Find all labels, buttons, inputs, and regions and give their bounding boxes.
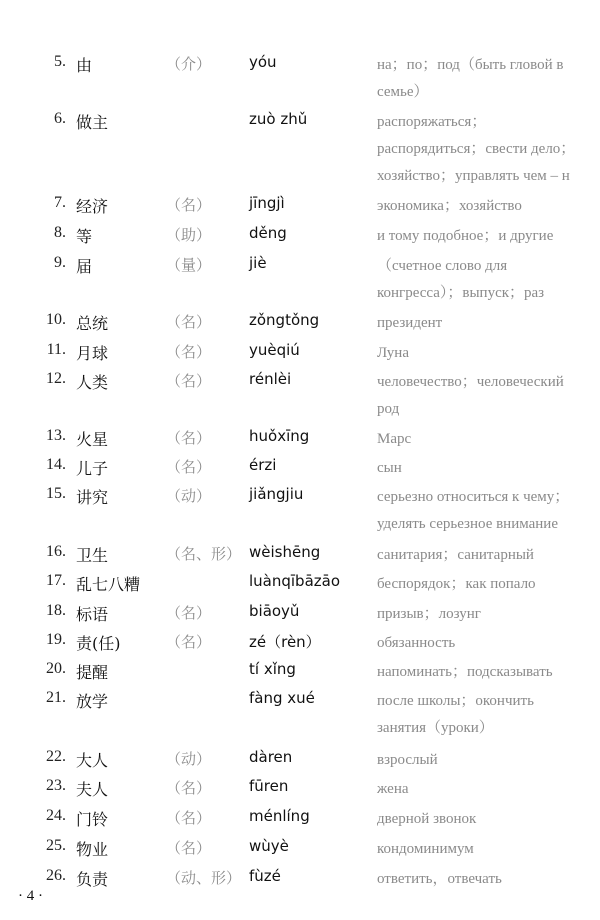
entry-part-of-speech: （动） — [166, 487, 212, 505]
entry-translation — [377, 455, 402, 482]
entry-word: 放学 — [76, 692, 109, 711]
entry-part-of-speech: （助） — [166, 226, 212, 244]
entry-pinyin: wèishēng — [249, 543, 321, 561]
entry-number: 20. — [46, 660, 66, 677]
translation-line: экономика；хозяйство — [377, 198, 522, 214]
entry-word: 总统 — [76, 314, 109, 333]
entry-translation — [377, 484, 569, 538]
entry-part-of-speech: （名） — [166, 372, 212, 390]
entry-part-of-speech: （名） — [166, 458, 212, 476]
entry-pinyin: jiè — [249, 254, 267, 272]
entry-pinyin: jiǎngjiu — [249, 485, 304, 503]
entry-number: 13. — [46, 427, 66, 444]
entry-pinyin: wùyè — [249, 837, 289, 855]
entry-pinyin: zǒngtǒng — [249, 311, 320, 329]
entry-part-of-speech: （名、形） — [166, 545, 242, 563]
entry-part-of-speech: （名） — [166, 429, 212, 447]
translation-line: президент — [377, 315, 443, 331]
entry-word: 届 — [76, 257, 93, 276]
translation-line: санитария；санитарный — [377, 547, 534, 563]
entry-number: 6. — [54, 110, 66, 127]
entry-translation — [377, 776, 409, 803]
entry-part-of-speech: （量） — [166, 256, 212, 274]
entry-part-of-speech: （介） — [166, 55, 212, 73]
entry-pinyin: yuèqiú — [249, 341, 300, 359]
entry-pinyin: fùzé — [249, 867, 281, 885]
entry-number: 5. — [54, 53, 66, 70]
translation-line: дверной звонок — [377, 811, 477, 827]
entry-number: 22. — [46, 748, 66, 765]
translation-line: семье） — [377, 84, 429, 100]
entry-word: 由 — [76, 56, 93, 75]
entry-pinyin: luànqībāzāo — [249, 572, 341, 590]
translation-line: на；по；под（быть гловой в — [377, 57, 564, 73]
entry-pinyin: jīngjì — [249, 194, 285, 212]
entry-pinyin: zé（rèn） — [249, 633, 321, 651]
entry-part-of-speech: （名） — [166, 313, 212, 331]
translation-line: ответить，отвечать — [377, 871, 502, 887]
entry-number: 24. — [46, 807, 66, 824]
entry-translation — [377, 109, 575, 190]
entry-part-of-speech: （动） — [166, 750, 212, 768]
entry-pinyin: huǒxīng — [249, 427, 310, 445]
entry-word: 人类 — [76, 373, 109, 392]
entry-word: 卫生 — [76, 546, 109, 565]
entry-translation — [377, 310, 442, 337]
translation-line: серьезно относиться к чему； — [377, 489, 570, 505]
entry-number: 18. — [46, 602, 66, 619]
entry-translation — [377, 223, 553, 250]
entry-word: 物业 — [76, 840, 109, 859]
entry-number: 21. — [46, 689, 66, 706]
entry-word: 负责 — [76, 870, 109, 889]
entry-number: 12. — [46, 370, 66, 387]
entry-word: 乱七八糟 — [76, 575, 141, 594]
entry-pinyin: zuò zhǔ — [249, 110, 308, 128]
translation-line: и тому подобное；и другие — [377, 228, 554, 244]
translation-line: жена — [377, 781, 409, 797]
entry-translation — [377, 193, 522, 220]
translation-line: сын — [377, 460, 402, 476]
entry-pinyin: biāoyǔ — [249, 602, 300, 620]
entry-pinyin: fūren — [249, 777, 289, 795]
entry-word: 等 — [76, 227, 93, 246]
entry-translation — [377, 806, 476, 833]
entry-word: 月球 — [76, 344, 109, 363]
translation-line: распорядиться；свести дело； — [377, 141, 576, 157]
translation-line: беспорядок；как попало — [377, 576, 536, 592]
entry-word: 标语 — [76, 605, 109, 624]
entry-word: 讲究 — [76, 488, 109, 507]
entry-translation — [377, 253, 544, 307]
translation-line: хозяйство；управлять чем – н — [377, 168, 570, 184]
entry-number: 11. — [46, 341, 66, 358]
entry-pinyin: ménlíng — [249, 807, 310, 825]
entry-translation — [377, 747, 438, 774]
entry-word: 儿子 — [76, 459, 109, 478]
entry-word: 提醒 — [76, 663, 109, 682]
translation-line: занятия（уроки） — [377, 720, 494, 736]
entry-number: 15. — [46, 485, 66, 502]
entry-part-of-speech: （名） — [166, 196, 212, 214]
entry-translation — [377, 52, 564, 106]
entry-number: 19. — [46, 631, 66, 648]
translation-line: Марс — [377, 431, 412, 447]
entry-part-of-speech: （名） — [166, 779, 212, 797]
entry-translation — [377, 630, 455, 657]
translation-line: уделять серьезное внимание — [377, 516, 558, 532]
entry-pinyin: érzi — [249, 456, 277, 474]
entry-word: 夫人 — [76, 780, 109, 799]
entry-number: 8. — [54, 224, 66, 241]
entry-translation — [377, 866, 502, 893]
entry-pinyin: děng — [249, 224, 287, 242]
entry-word: 火星 — [76, 430, 109, 449]
entry-number: 16. — [46, 543, 66, 560]
entry-number: 14. — [46, 456, 66, 473]
entry-translation — [377, 542, 534, 569]
entry-part-of-speech: （名） — [166, 809, 212, 827]
entry-word: 做主 — [76, 113, 109, 132]
entry-translation — [377, 688, 534, 742]
entry-translation — [377, 571, 536, 598]
translation-line: после школы；окончить — [377, 693, 534, 709]
entry-number: 10. — [46, 311, 66, 328]
entry-word: 大人 — [76, 751, 109, 770]
entry-word: 经济 — [76, 197, 109, 216]
translation-line: кондоминимум — [377, 841, 474, 857]
page-number: · 4 · — [18, 888, 43, 904]
entry-translation — [377, 340, 409, 367]
translation-line: призыв；лозунг — [377, 606, 481, 622]
entry-translation — [377, 601, 481, 628]
entry-translation — [377, 426, 411, 453]
entry-pinyin: yóu — [249, 53, 277, 71]
translation-line: конгресса）；выпуск；раз — [377, 285, 545, 301]
translation-line: взрослый — [377, 752, 438, 768]
translation-line: напоминать；подсказывать — [377, 664, 553, 680]
entry-number: 23. — [46, 777, 66, 794]
entry-translation — [377, 836, 474, 863]
entry-number: 26. — [46, 867, 66, 884]
entry-number: 25. — [46, 837, 66, 854]
translation-line: род — [377, 401, 400, 417]
entry-pinyin: rénlèi — [249, 370, 292, 388]
entry-word: 责(任) — [76, 634, 121, 653]
entry-translation — [377, 659, 553, 686]
entry-part-of-speech: （名） — [166, 633, 212, 651]
entry-pinyin: fàng xué — [249, 689, 315, 707]
entry-part-of-speech: （名） — [166, 839, 212, 857]
entry-number: 17. — [46, 572, 66, 589]
entry-number: 9. — [54, 254, 66, 271]
entry-translation — [377, 369, 564, 423]
translation-line: обязанность — [377, 635, 456, 651]
entry-part-of-speech: （名） — [166, 604, 212, 622]
entry-pinyin: tí xǐng — [249, 660, 296, 678]
translation-line: человечество；человеческий — [377, 374, 564, 390]
entry-word: 门铃 — [76, 810, 109, 829]
translation-line: распоряжаться； — [377, 114, 487, 130]
translation-line: （счетное слово для — [377, 258, 508, 274]
entry-part-of-speech: （名） — [166, 343, 212, 361]
entry-number: 7. — [54, 194, 66, 211]
entry-part-of-speech: （动、形） — [166, 869, 242, 887]
entry-pinyin: dàren — [249, 748, 293, 766]
translation-line: Луна — [377, 345, 409, 361]
